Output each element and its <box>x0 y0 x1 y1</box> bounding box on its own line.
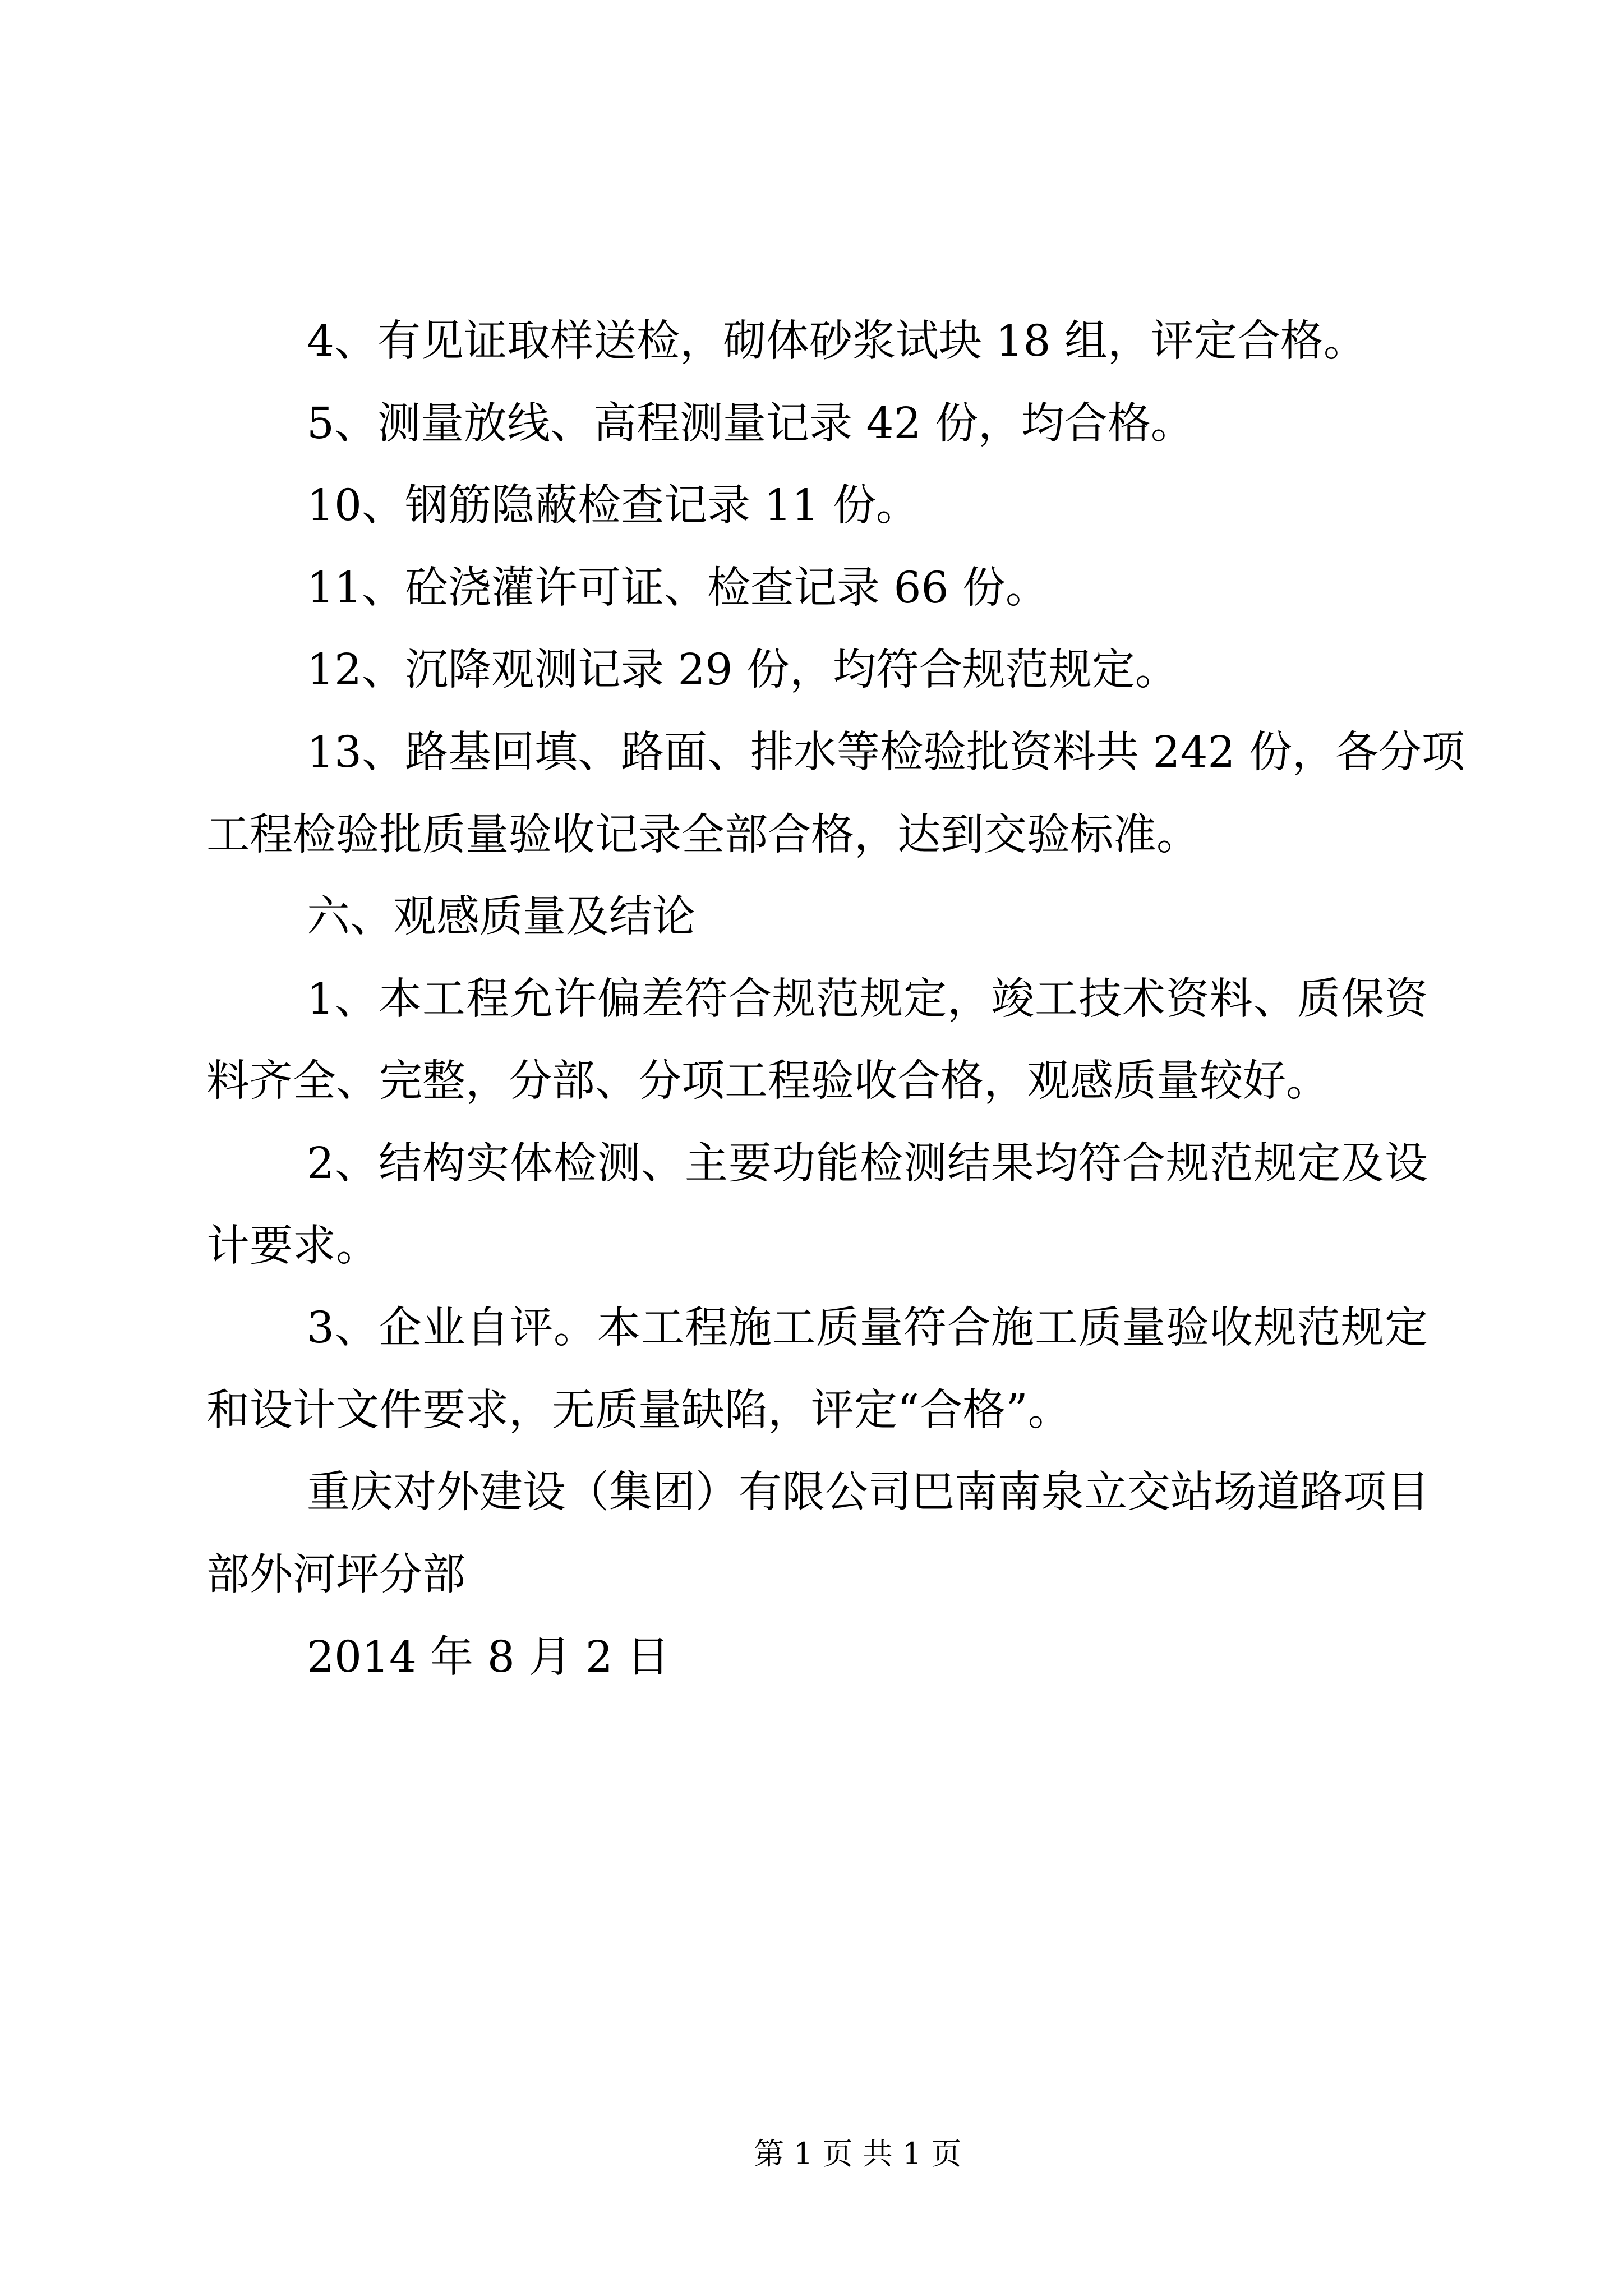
paragraph-line: 工程检验批质量验收记录全部合格，达到交验标准。 <box>206 809 1200 860</box>
section-heading <box>206 876 1428 959</box>
paragraph-line: 4、有见证取样送检，砌体砂浆试块 18 组，评定合格。 <box>307 316 1367 366</box>
paragraph-line: 1、本工程允许偏差符合规范规定，竣工技术资料、质保资 <box>307 974 1428 1024</box>
signature-date <box>206 1617 1428 1699</box>
paragraph-line: 11、砼浇灌许可证、检查记录 66 份。 <box>307 563 1049 613</box>
conclusion-3-paragraph <box>206 1287 1428 1452</box>
paragraph-line: 3、企业自评。本工程施工质量符合施工质量验收规范规定 <box>307 1303 1428 1354</box>
item-11-paragraph <box>206 547 1428 630</box>
paragraph-line: 10、钢筋隐蔽检查记录 11 份。 <box>307 481 919 531</box>
conclusion-2-paragraph <box>206 1123 1428 1287</box>
organization-line: 重庆对外建设（集团）有限公司巴南南泉立交站场道路项目 <box>307 1467 1430 1518</box>
date-line: 2014 年 8 月 2 日 <box>307 1632 670 1682</box>
paragraph-line: 计要求。 <box>206 1221 379 1271</box>
conclusion-1-paragraph <box>206 959 1428 1123</box>
item-5-paragraph <box>206 383 1428 466</box>
signature-organization <box>206 1452 1428 1616</box>
section-heading-text: 六、观感质量及结论 <box>307 892 695 942</box>
paragraph-line: 13、路基回填、路面、排水等检验批资料共 242 份，各分项 <box>307 727 1465 777</box>
paragraph-line: 12、沉降观测记录 29 份，均符合规范规定。 <box>307 645 1178 696</box>
paragraph-line: 和设计文件要求，无质量缺陷，评定“合格”。 <box>206 1385 1071 1435</box>
document-body <box>206 301 1465 1699</box>
item-4-paragraph <box>206 301 1428 383</box>
item-10-paragraph <box>206 465 1428 547</box>
paragraph-line: 料齐全、完整，分部、分项工程验收合格，观感质量较好。 <box>206 1056 1329 1107</box>
paragraph-line: 2、结构实体检测、主要功能检测结果均符合规范规定及设 <box>307 1138 1428 1189</box>
page-footer: 第 1 页 共 1 页 <box>754 2136 962 2171</box>
paragraph-line: 5、测量放线、高程测量记录 42 份，均合格。 <box>307 398 1194 449</box>
organization-line: 部外河坪分部 <box>206 1549 465 1600</box>
item-13-paragraph <box>206 712 1465 876</box>
item-12-paragraph <box>206 629 1428 712</box>
